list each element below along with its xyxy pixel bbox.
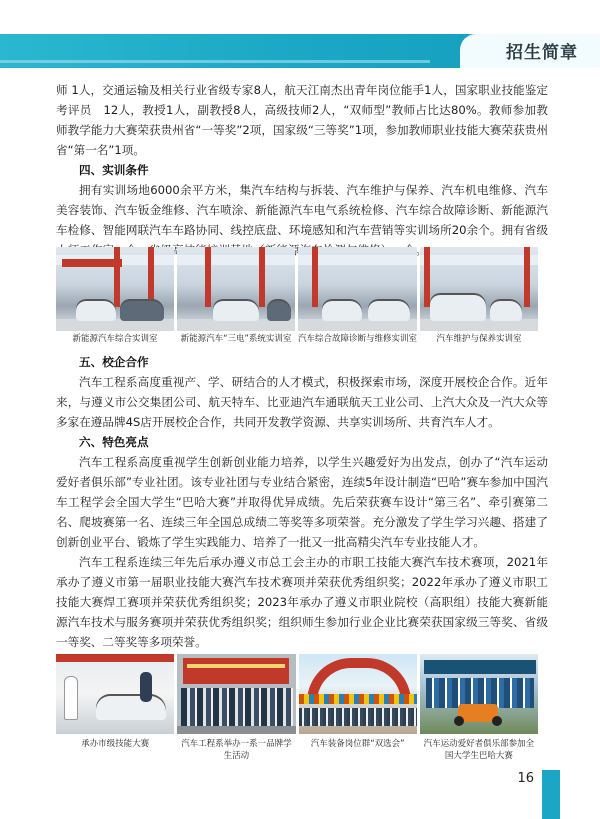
section-6-body-1: 汽车工程系高度重视学生创新创业能力培养，以学生兴趣爱好为出发点，创办了“汽车运动爱好者俱乐部”专业社团。该专业社团与专业结合紧密，连续5年设计制造“巴哈”赛车参加中国汽车工程学会全国大学生“巴哈大赛”并取得优异成绩。先后荣获赛车设计“第三名”、牵引赛第二名、爬坡赛第一名、连续三年全国总成绩二等奖等多项荣誉。充分激发了学生学习兴趣、搭建了创新创业平台、锻炼了学生实践能力、培养了一批又一批高精尖汽车专业技能人才。 — [56, 455, 548, 549]
activity-photo — [177, 654, 295, 734]
photo-card — [177, 247, 295, 347]
header-stripe — [0, 60, 430, 63]
page-number-bar — [542, 770, 560, 819]
page-title: 招生简章 — [506, 43, 578, 63]
photo-card — [299, 654, 417, 766]
section-5-body: 汽车工程系高度重视产、学、研结合的人才模式，积极探索市场，深度开展校企合作。近年来，与遵义市公交集团公司、航天特车、比亚迪汽车通联航天工业公司、上汽大众及一汽大众等多家在遵品牌4S店开展校企合作，共同开发教学资源、共享实训场所、共育汽车人才。 — [56, 375, 548, 429]
photo-caption: 汽车装备岗位群“双选会” — [310, 739, 405, 749]
section-6-body-2: 汽车工程系连续三年先后承办遵义市总工会主办的市职工技能大赛汽车技术赛项，2021年承办了遵义市第一届职业技能大赛汽车技术赛项并荣获优秀组织奖；2022年承办了遵义市职工技能大赛焊工赛项并荣获优秀组织奖；2023年承办了遵义市职业院校（高职组）技能大赛新能源汽车技术与服务赛项并荣获优秀组织奖；组织师生参加行业企业比赛荣获国家级三等奖、省级一等奖、二等奖等多项荣誉。 — [56, 555, 548, 649]
section-6-title: 六、特色亮点 — [79, 435, 149, 449]
section-4-body: 拥有实训场地6000余平方米，集汽车结构与拆装、汽车维护与保养、汽车机电维修、汽车美容装饰、汽车钣金维修、汽车喷涂、新能源汽车电气系统检修、汽车综合故障诊断、新能源汽车检修、智能网联汽车车路协同、线控底盘、环境感知和汽车营销等实训场所20余个。拥有省级 — [56, 183, 548, 237]
photo-caption: 承办市级技能大赛 — [81, 739, 150, 749]
photo-card — [420, 247, 538, 347]
section-4-title: 四、实训条件 — [79, 163, 149, 177]
activity-photos — [56, 654, 538, 766]
photo-caption: 汽车维护与保养实训室 — [436, 334, 522, 344]
photo-card — [420, 654, 538, 766]
training-room-photo — [56, 247, 174, 331]
training-room-photo — [298, 247, 417, 331]
photo-card — [177, 654, 295, 766]
page-number: 16 — [517, 771, 534, 786]
activity-photo — [299, 654, 417, 734]
activity-photo — [56, 654, 174, 734]
intro-paragraph: 师 1人，交通运输及相关行业省级专家8人，航天江南杰出青年岗位能手1人，国家职业技能鉴定考评员 12人，教授1人，副教授8人，高级技师2人，“双师型”教师占比达80%。教师参加教师教学能力大赛荣获贵州省“一等奖”2项，国家级“三等奖”1项，参加教师职业技能大赛荣获贵州省“第一名”1项。 — [56, 83, 548, 157]
photo-caption: 汽车运动爱好者俱乐部参加全国大学生巴哈大赛 — [423, 739, 535, 761]
photo-card — [56, 247, 174, 347]
training-room-photo — [420, 247, 538, 331]
photo-card — [56, 654, 174, 766]
training-room-photo — [177, 247, 295, 331]
photo-caption: 新能源汽车综合实训室 — [72, 334, 158, 344]
photo-caption: 汽车工程系举办一系一品牌学生活动 — [181, 739, 292, 761]
photo-caption: 汽车综合故障诊断与维修实训室 — [298, 334, 418, 344]
text-block-bottom — [56, 352, 548, 652]
photo-caption: 新能源汽车“三电”系统实训室 — [180, 334, 292, 344]
photo-card — [298, 247, 417, 347]
training-photos — [56, 247, 538, 347]
section-5-title: 五、校企合作 — [79, 355, 149, 369]
activity-photo — [420, 654, 538, 734]
text-block-top — [56, 80, 548, 260]
